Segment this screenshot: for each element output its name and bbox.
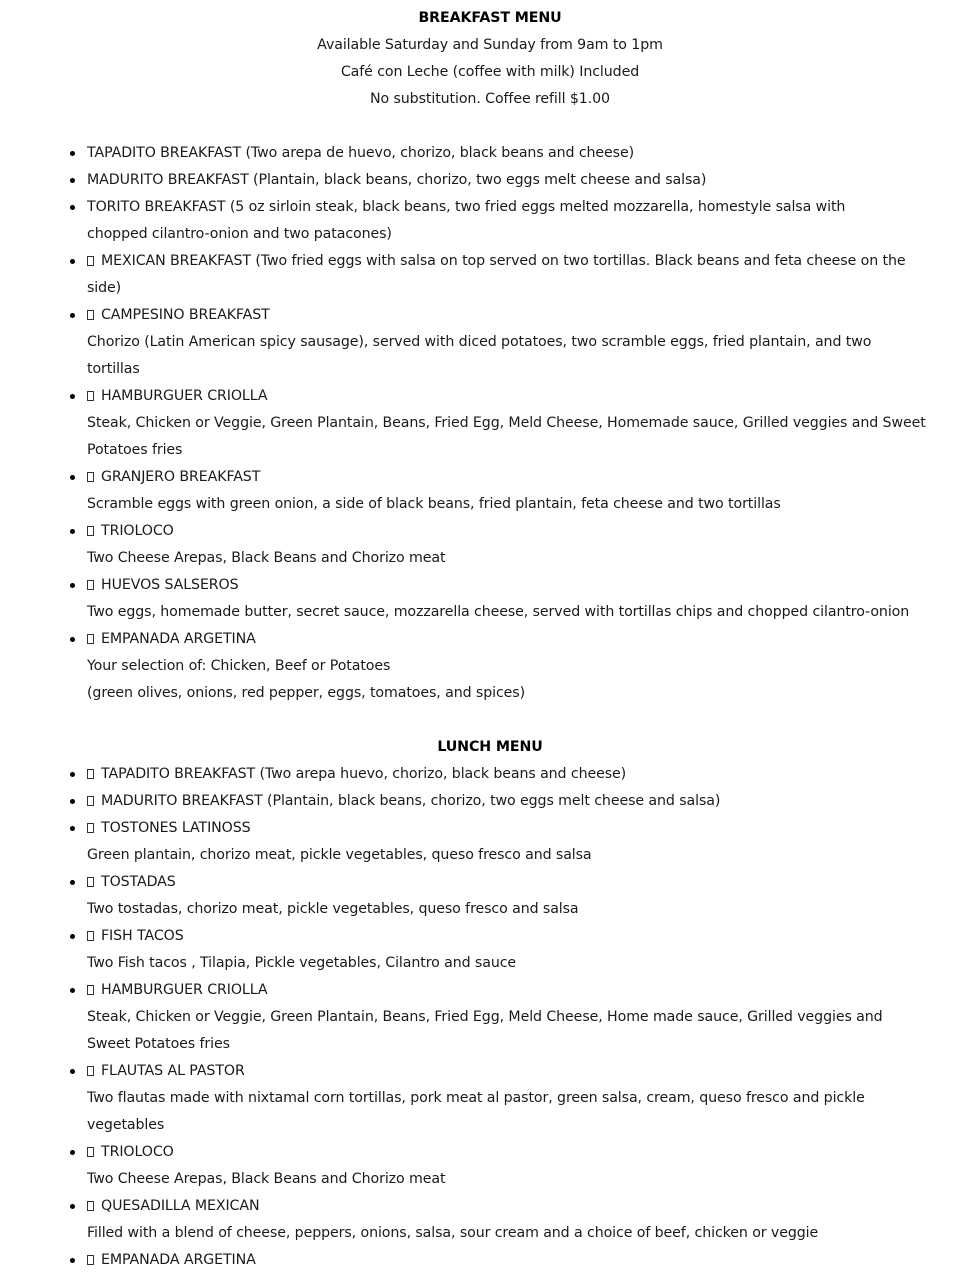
breakfast-item-hamburguer [87, 383, 907, 410]
item-label: MADURITO BREAKFAST (Plantain, black beans, chorizo, two eggs melt cheese and salsa) [101, 793, 721, 809]
breakfast-header [0, 0, 965, 113]
lunch-item-madurito [87, 788, 907, 815]
lunch-item-empanada [87, 1247, 907, 1274]
item-label: MADURITO BREAKFAST (Plantain, black beans, chorizo, two eggs melt cheese and salsa) [87, 172, 707, 188]
breakfast-coffee-note: Café con Leche (coffee with milk) Included [340, 64, 640, 80]
lunch-item-flautas [87, 1058, 907, 1085]
missing-glyph-icon [87, 769, 94, 779]
item-label: TAPADITO BREAKFAST (Two arepa de huevo, chorizo, black beans and cheese) [87, 145, 635, 161]
lunch-tostadas-desc: Two tostadas, chorizo meat, pickle vegetables, queso fresco and salsa [87, 901, 579, 917]
item-label: TOSTADAS [101, 874, 176, 890]
missing-glyph-icon [87, 634, 94, 644]
breakfast-huevos-salseros-desc: Two eggs, homemade butter, secret sauce, mozzarella cheese, served with tortillas chips and chopped cilantro-onion [87, 604, 910, 620]
lunch-hamburguer-desc: Steak, Chicken or Veggie, Green Plantain, Beans, Fried Egg, Meld Cheese, Home made sauce, Grilled veggies and Sweet Potatoes fries [87, 1009, 883, 1052]
breakfast-availability: Available Saturday and Sunday from 9am to 1pm [317, 37, 663, 53]
missing-glyph-icon [87, 580, 94, 590]
breakfast-empanada-desc: Your selection of: Chicken, Beef or Potatoes [87, 658, 391, 674]
spacer [0, 707, 965, 734]
missing-glyph-icon [87, 1255, 94, 1265]
missing-glyph-icon [87, 985, 94, 995]
lunch-tostones-desc: Green plantain, chorizo meat, pickle vegetables, queso fresco and salsa [87, 847, 592, 863]
missing-glyph-icon [87, 526, 94, 536]
breakfast-item-trioloco [87, 518, 907, 545]
lunch-item-quesadilla [87, 1193, 907, 1220]
item-label: HAMBURGUER CRIOLLA [101, 982, 268, 998]
lunch-fish-tacos-desc: Two Fish tacos , Tilapia, Pickle vegetables, Cilantro and sauce [87, 955, 517, 971]
item-label: HAMBURGUER CRIOLLA [101, 388, 268, 404]
breakfast-campesino-desc: Chorizo (Latin American spicy sausage), served with diced potatoes, two scramble eggs, fried plantain, and two tortillas [87, 334, 872, 377]
item-label: MEXICAN BREAKFAST (Two fried eggs with salsa on top served on two tortillas. Black beans and feta cheese on the side) [87, 253, 906, 296]
item-label: TRIOLOCO [101, 523, 174, 539]
breakfast-item-granjero [87, 464, 907, 491]
breakfast-granjero-desc: Scramble eggs with green onion, a side of black beans, fried plantain, feta cheese and two tortillas [87, 496, 781, 512]
missing-glyph-icon [87, 823, 94, 833]
item-label: EMPANADA ARGETINA [101, 1252, 256, 1268]
lunch-item-trioloco [87, 1139, 907, 1166]
breakfast-trioloco-desc: Two Cheese Arepas, Black Beans and Chorizo meat [87, 550, 446, 566]
breakfast-item-empanada [87, 626, 907, 653]
missing-glyph-icon [87, 877, 94, 887]
item-label: HUEVOS SALSEROS [101, 577, 239, 593]
breakfast-item-madurito [87, 167, 907, 194]
breakfast-item-mexican [87, 248, 907, 302]
missing-glyph-icon [87, 472, 94, 482]
item-label: QUESADILLA MEXICAN [101, 1198, 260, 1214]
lunch-list [0, 761, 965, 1274]
lunch-item-tostadas [87, 869, 907, 896]
breakfast-item-huevos-salseros [87, 572, 907, 599]
missing-glyph-icon [87, 1147, 94, 1157]
item-label: GRANJERO BREAKFAST [101, 469, 261, 485]
breakfast-hamburguer-desc: Steak, Chicken or Veggie, Green Plantain, Beans, Fried Egg, Meld Cheese, Homemade sauce, Grilled veggies and Sweet Potatoes fries [87, 415, 926, 458]
missing-glyph-icon [87, 931, 94, 941]
item-label: CAMPESINO BREAKFAST [101, 307, 270, 323]
missing-glyph-icon [87, 796, 94, 806]
breakfast-empanada-desc-ingredients: (green olives, onions, red pepper, eggs, tomatoes, and spices) [87, 685, 525, 701]
item-label: TORITO BREAKFAST (5 oz sirloin steak, black beans, two fried eggs melted mozzarella, homestyle salsa with chopped cilantro-onion and two patacones) [87, 199, 846, 242]
lunch-item-hamburguer [87, 977, 907, 1004]
item-label: EMPANADA ARGETINA [101, 631, 256, 647]
lunch-quesadilla-desc: Filled with a blend of cheese, peppers, onions, salsa, sour cream and a choice of beef, chicken or veggie [87, 1225, 819, 1241]
lunch-item-tapadito [87, 761, 907, 788]
breakfast-title: BREAKFAST MENU [418, 10, 562, 26]
breakfast-item-tapadito [87, 140, 907, 167]
lunch-item-fish-tacos [87, 923, 907, 950]
item-label: TOSTONES LATINOSS [101, 820, 251, 836]
spacer [0, 113, 965, 140]
lunch-item-tostones [87, 815, 907, 842]
missing-glyph-icon [87, 1201, 94, 1211]
breakfast-list [0, 140, 965, 707]
item-label: TRIOLOCO [101, 1144, 174, 1160]
missing-glyph-icon [87, 1066, 94, 1076]
missing-glyph-icon [87, 310, 94, 320]
missing-glyph-icon [87, 391, 94, 401]
item-label: FISH TACOS [101, 928, 184, 944]
breakfast-item-torito [87, 194, 907, 248]
breakfast-refill-note: No substitution. Coffee refill $1.00 [370, 91, 610, 107]
item-label: FLAUTAS AL PASTOR [101, 1063, 245, 1079]
lunch-trioloco-desc: Two Cheese Arepas, Black Beans and Chorizo meat [87, 1171, 446, 1187]
missing-glyph-icon [87, 256, 94, 266]
item-label: TAPADITO BREAKFAST (Two arepa huevo, chorizo, black beans and cheese) [101, 766, 627, 782]
lunch-flautas-desc: Two flautas made with nixtamal corn tortillas, pork meat al pastor, green salsa, cream, queso fresco and pickle vegetables [87, 1090, 865, 1133]
breakfast-item-campesino [87, 302, 907, 329]
lunch-title: LUNCH MENU [437, 739, 543, 755]
